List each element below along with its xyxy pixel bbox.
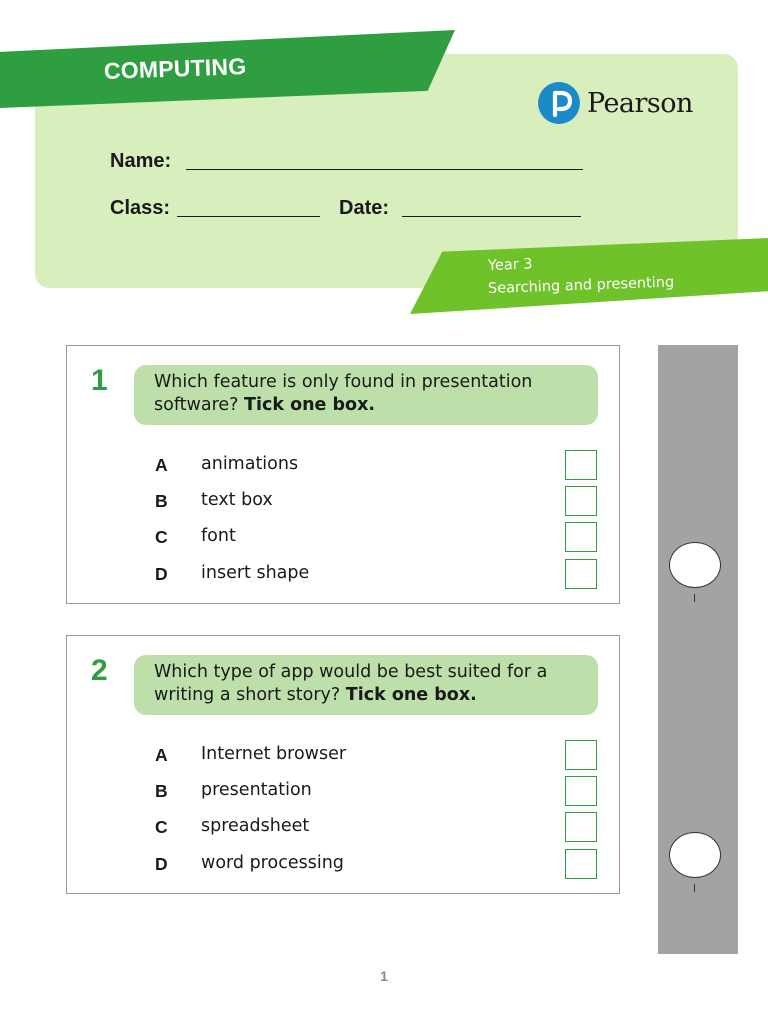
tick-box[interactable] [565,486,597,516]
option-text: spreadsheet [201,816,310,836]
option-text: animations [201,454,299,474]
option-text: word processing [201,853,344,873]
option-letter: D [155,564,168,584]
question-1 [66,345,620,604]
question-2 [66,635,620,894]
option-text: font [201,526,236,546]
prompt-text: Which feature is only found in presentation software? [154,372,533,415]
question-prompt [134,655,598,715]
tick-box[interactable] [565,450,597,480]
date-label: Date: [339,197,390,219]
binder-margin [658,345,738,954]
tick-box[interactable] [565,812,597,842]
class-label: Class: [110,197,171,219]
pearson-logo-icon [538,82,580,124]
hole-marker [694,884,695,892]
option-letter: C [155,527,168,547]
prompt-instruction: Tick one box. [345,685,477,705]
prompt-text: Which type of app would be best suited for a writing a short story? [154,662,548,705]
option-d [67,559,621,593]
question-number: 2 [91,654,108,687]
punch-hole-icon [669,832,721,878]
tick-box[interactable] [565,776,597,806]
class-field[interactable] [177,215,320,217]
subject-title: COMPUTING [103,53,247,84]
option-text: insert shape [201,563,310,583]
name-field[interactable] [186,168,583,170]
tick-box[interactable] [565,740,597,770]
option-letter: B [155,781,168,801]
tick-box[interactable] [565,522,597,552]
option-b [67,776,621,810]
prompt-instruction: Tick one box. [244,395,375,415]
punch-hole-icon [669,542,721,588]
unit-label: Searching and presenting [487,274,675,297]
page-number: 1 [380,968,388,984]
tick-box[interactable] [565,849,597,879]
question-prompt [134,365,598,425]
option-letter: D [155,854,168,874]
option-c [67,812,621,846]
option-b [67,486,621,520]
question-number: 1 [91,364,108,397]
option-a [67,740,621,774]
name-label: Name: [110,150,172,172]
option-text: text box [201,490,273,510]
year-label: Year 3 [487,256,533,274]
option-letter: C [155,817,168,837]
brand-name: Pearson [587,87,693,119]
option-d [67,849,621,883]
hole-marker [694,594,695,602]
pearson-logo [538,80,693,126]
option-letter: A [155,455,168,475]
tick-box[interactable] [565,559,597,589]
option-text: presentation [201,780,312,800]
option-c [67,522,621,556]
option-letter: A [155,745,168,765]
option-text: Internet browser [201,744,347,764]
option-letter: B [155,491,168,511]
option-a [67,450,621,484]
date-field[interactable] [402,215,581,217]
